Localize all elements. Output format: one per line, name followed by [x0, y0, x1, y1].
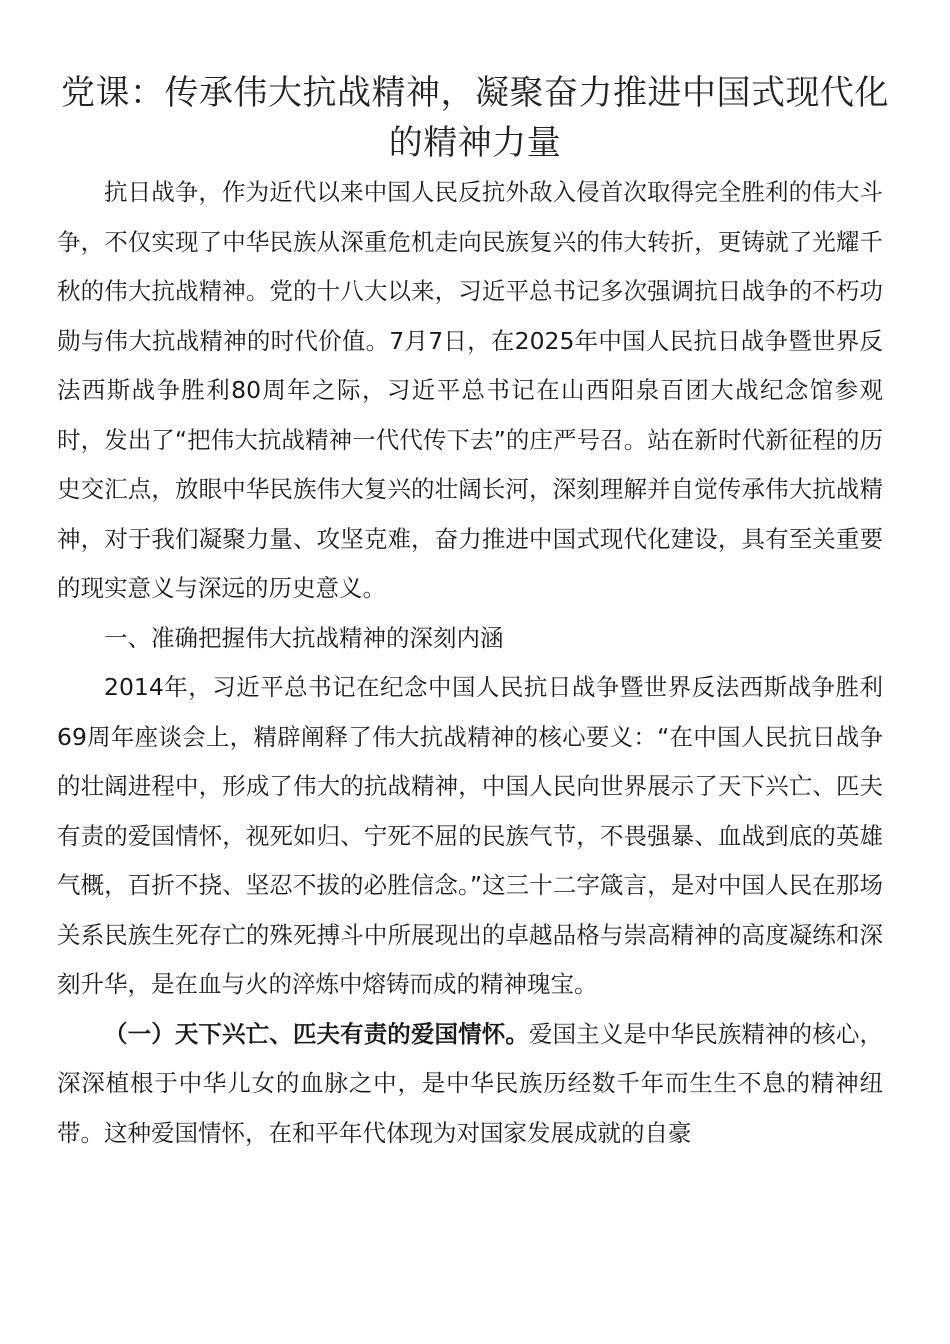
subsection-heading: （一）天下兴亡、匹夫有责的爱国情怀。 [104, 1019, 529, 1048]
document-body [57, 168, 883, 1158]
section-heading: 一、准确把握伟大抗战精神的深刻内涵 [104, 623, 504, 652]
subsection-text: 爱国主义是中华民族精神的核心，深深植根于中华儿女的血脉之中，是中华民族历经数千年而生生不息的精神纽带。这种爱国情怀，在和平年代体现为对国家发展成就的自豪 [57, 1019, 883, 1147]
subsection-paragraph [57, 1010, 883, 1159]
document-title: 党课：传承伟大抗战精神，凝聚奋力推进中国式现代化的精神力量 [61, 73, 889, 163]
intro-paragraph: 抗日战争，作为近代以来中国人民反抗外敌入侵首次取得完全胜利的伟大斗争，不仅实现了中华民族从深重危机走向民族复兴的伟大转折，更铸就了光耀千秋的伟大抗战精神。党的十八大以来，习近平总书记多次强调抗日战争的不朽功勋与伟大抗战精神的时代价值。7月7日，在2025年中国人民抗日战争暨世界反法西斯战争胜利80周年之际，习近平总书记在山西阳泉百团大战纪念馆参观时，发出了“把伟大抗战精神一代代传下去”的庄严号召。站在新时代新征程的历史交汇点，放眼中华民族伟大复兴的壮阔长河，深刻理解并自觉传承伟大抗战精神，对于我们凝聚力量、攻坚克难，奋力推进中国式现代化建设，具有至关重要的现实意义与深远的历史意义。 [57, 178, 883, 602]
section-paragraph: 2014年，习近平总书记在纪念中国人民抗日战争暨世界反法西斯战争胜利69周年座谈会上，精辟阐释了伟大抗战精神的核心要义：“在中国人民抗日战争的壮阔进程中，形成了伟大的抗战精神，中国人民向世界展示了天下兴亡、匹夫有责的爱国情怀，视死如归、宁死不屈的民族气节，不畏强暴、血战到底的英雄气概，百折不挠、坚忍不拔的必胜信念。”这三十二字箴言，是对中国人民在那场关系民族生死存亡的殊死搏斗中所展现出的卓越品格与崇高精神的高度凝练和深刻升华，是在血与火的淬炼中熔铸而成的精神瑰宝。 [57, 673, 883, 998]
